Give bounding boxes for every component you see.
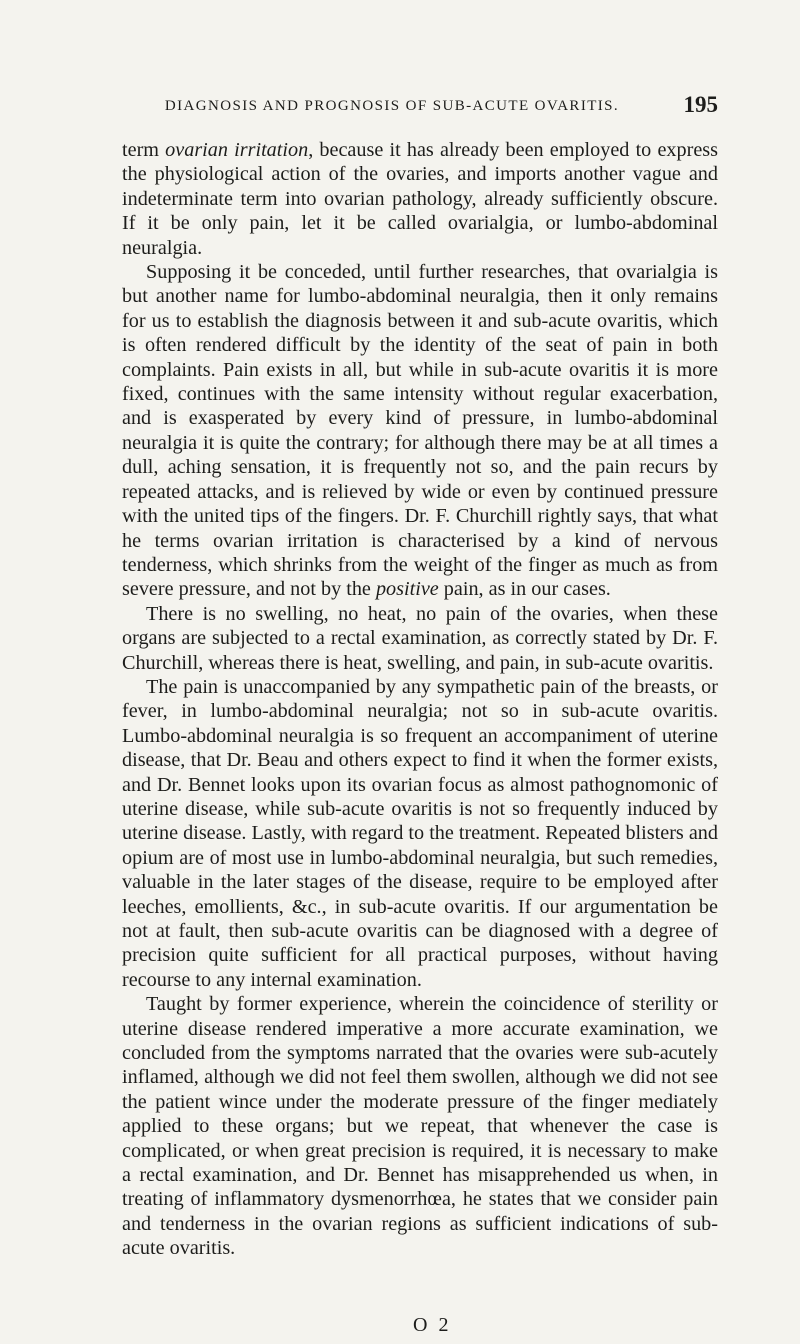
signature-mark: O 2 — [413, 1314, 452, 1336]
paragraph — [122, 260, 718, 602]
running-head: DIAGNOSIS AND PROGNOSIS OF SUB-ACUTE OVARITIS. — [164, 98, 620, 114]
text-segment: Supposing it be conceded, until further researches, that ovarialgia is but another name for lumbo-abdominal neuralgia, then it only remains for us to establish the diagnosis between it and sub-acute ovaritis, which is often rendered difficult by the identity of the seat of pain in both complaints. Pain exists in all, but while in sub-acute ovaritis it is more fixed, continues with the same intensity without regular exacerbation, and is exasperated by every kind of pressure, in lumbo-abdominal neuralgia it is quite the contrary; for although there may be at all times a dull, aching sensation, it is frequently not so, and the pain recurs by repeated attacks, and is relieved by wide or even by continued pressure with the united tips of the fingers. Dr. F. Churchill rightly says, that what he terms ovarian irritation is characterised by a kind of nervous tenderness, which shrinks from the weight of the finger as much as from severe pressure, and not by the — [122, 261, 718, 601]
text-segment: , because it has already been employed to express the physiological action of the ovaries, and imports another vague and indeterminate term into ovarian pathology, already sufficiently obscure. If it be only pain, let it be called ovarialgia, or lumbo-abdominal neuralgia. — [122, 139, 718, 259]
text-segment: pain, as in our cases. — [438, 578, 611, 601]
italic-text: ovarian irritation — [165, 139, 309, 161]
paragraph — [122, 138, 718, 260]
text-segment: Taught by former experience, wherein the coincidence of sterility or uterine disease rendered imperative a more accurate examination, we concluded from the symptoms narrated that the ovaries were sub-acutely inflamed, although we did not feel them swollen, although we did not see the patient wince under the moderate pressure of the finger mediately applied to these organs; but we repeat, that whenever the case is complicated, or when great precision is required, it is necessary to make a rectal examination, and Dr. Bennet has misapprehended us when, in treating of inflammatory dysmenorrhœa, he states that we consider pain and tenderness in the ovarian regions as sufficient indications of sub-acute ovaritis. — [122, 993, 718, 1260]
page-header — [122, 92, 718, 122]
text-segment: There is no swelling, no heat, no pain of the ovaries, when these organs are subjected to a rectal examination, as correctly stated by Dr. F. Churchill, whereas there is heat, swelling, and pain, in sub-acute ovaritis. — [122, 602, 718, 674]
paragraph — [122, 992, 718, 1260]
text-segment: The pain is unaccompanied by any sympathetic pain of the breasts, or fever, in lumbo-abdominal neuralgia; not so in sub-acute ovaritis. Lumbo-abdominal neuralgia is so frequent an accompaniment of uterine disease, that Dr. Beau and others expect to find it when the former exists, and Dr. Bennet looks upon its ovarian focus as almost pathognomonic of uterine disease, while sub-acute ovaritis is not so frequently induced by uterine disease. Lastly, with regard to the treatment. Repeated blisters and opium are of most use in lumbo-abdominal neuralgia, but such remedies, valuable in the later stages of the disease, require to be employed after leeches, emollients, &c., in sub-acute ovaritis. If our argumentation be not at fault, then sub-acute ovaritis can be diagnosed with a degree of precision quite sufficient for all practical purposes, without having recourse to any internal examination. — [122, 675, 718, 991]
italic-text: positive — [375, 578, 439, 601]
paragraph — [122, 602, 718, 675]
page-number: 195 — [683, 92, 718, 117]
body-text — [122, 138, 718, 1261]
text-segment: term — [122, 139, 166, 161]
paragraph — [122, 675, 718, 992]
